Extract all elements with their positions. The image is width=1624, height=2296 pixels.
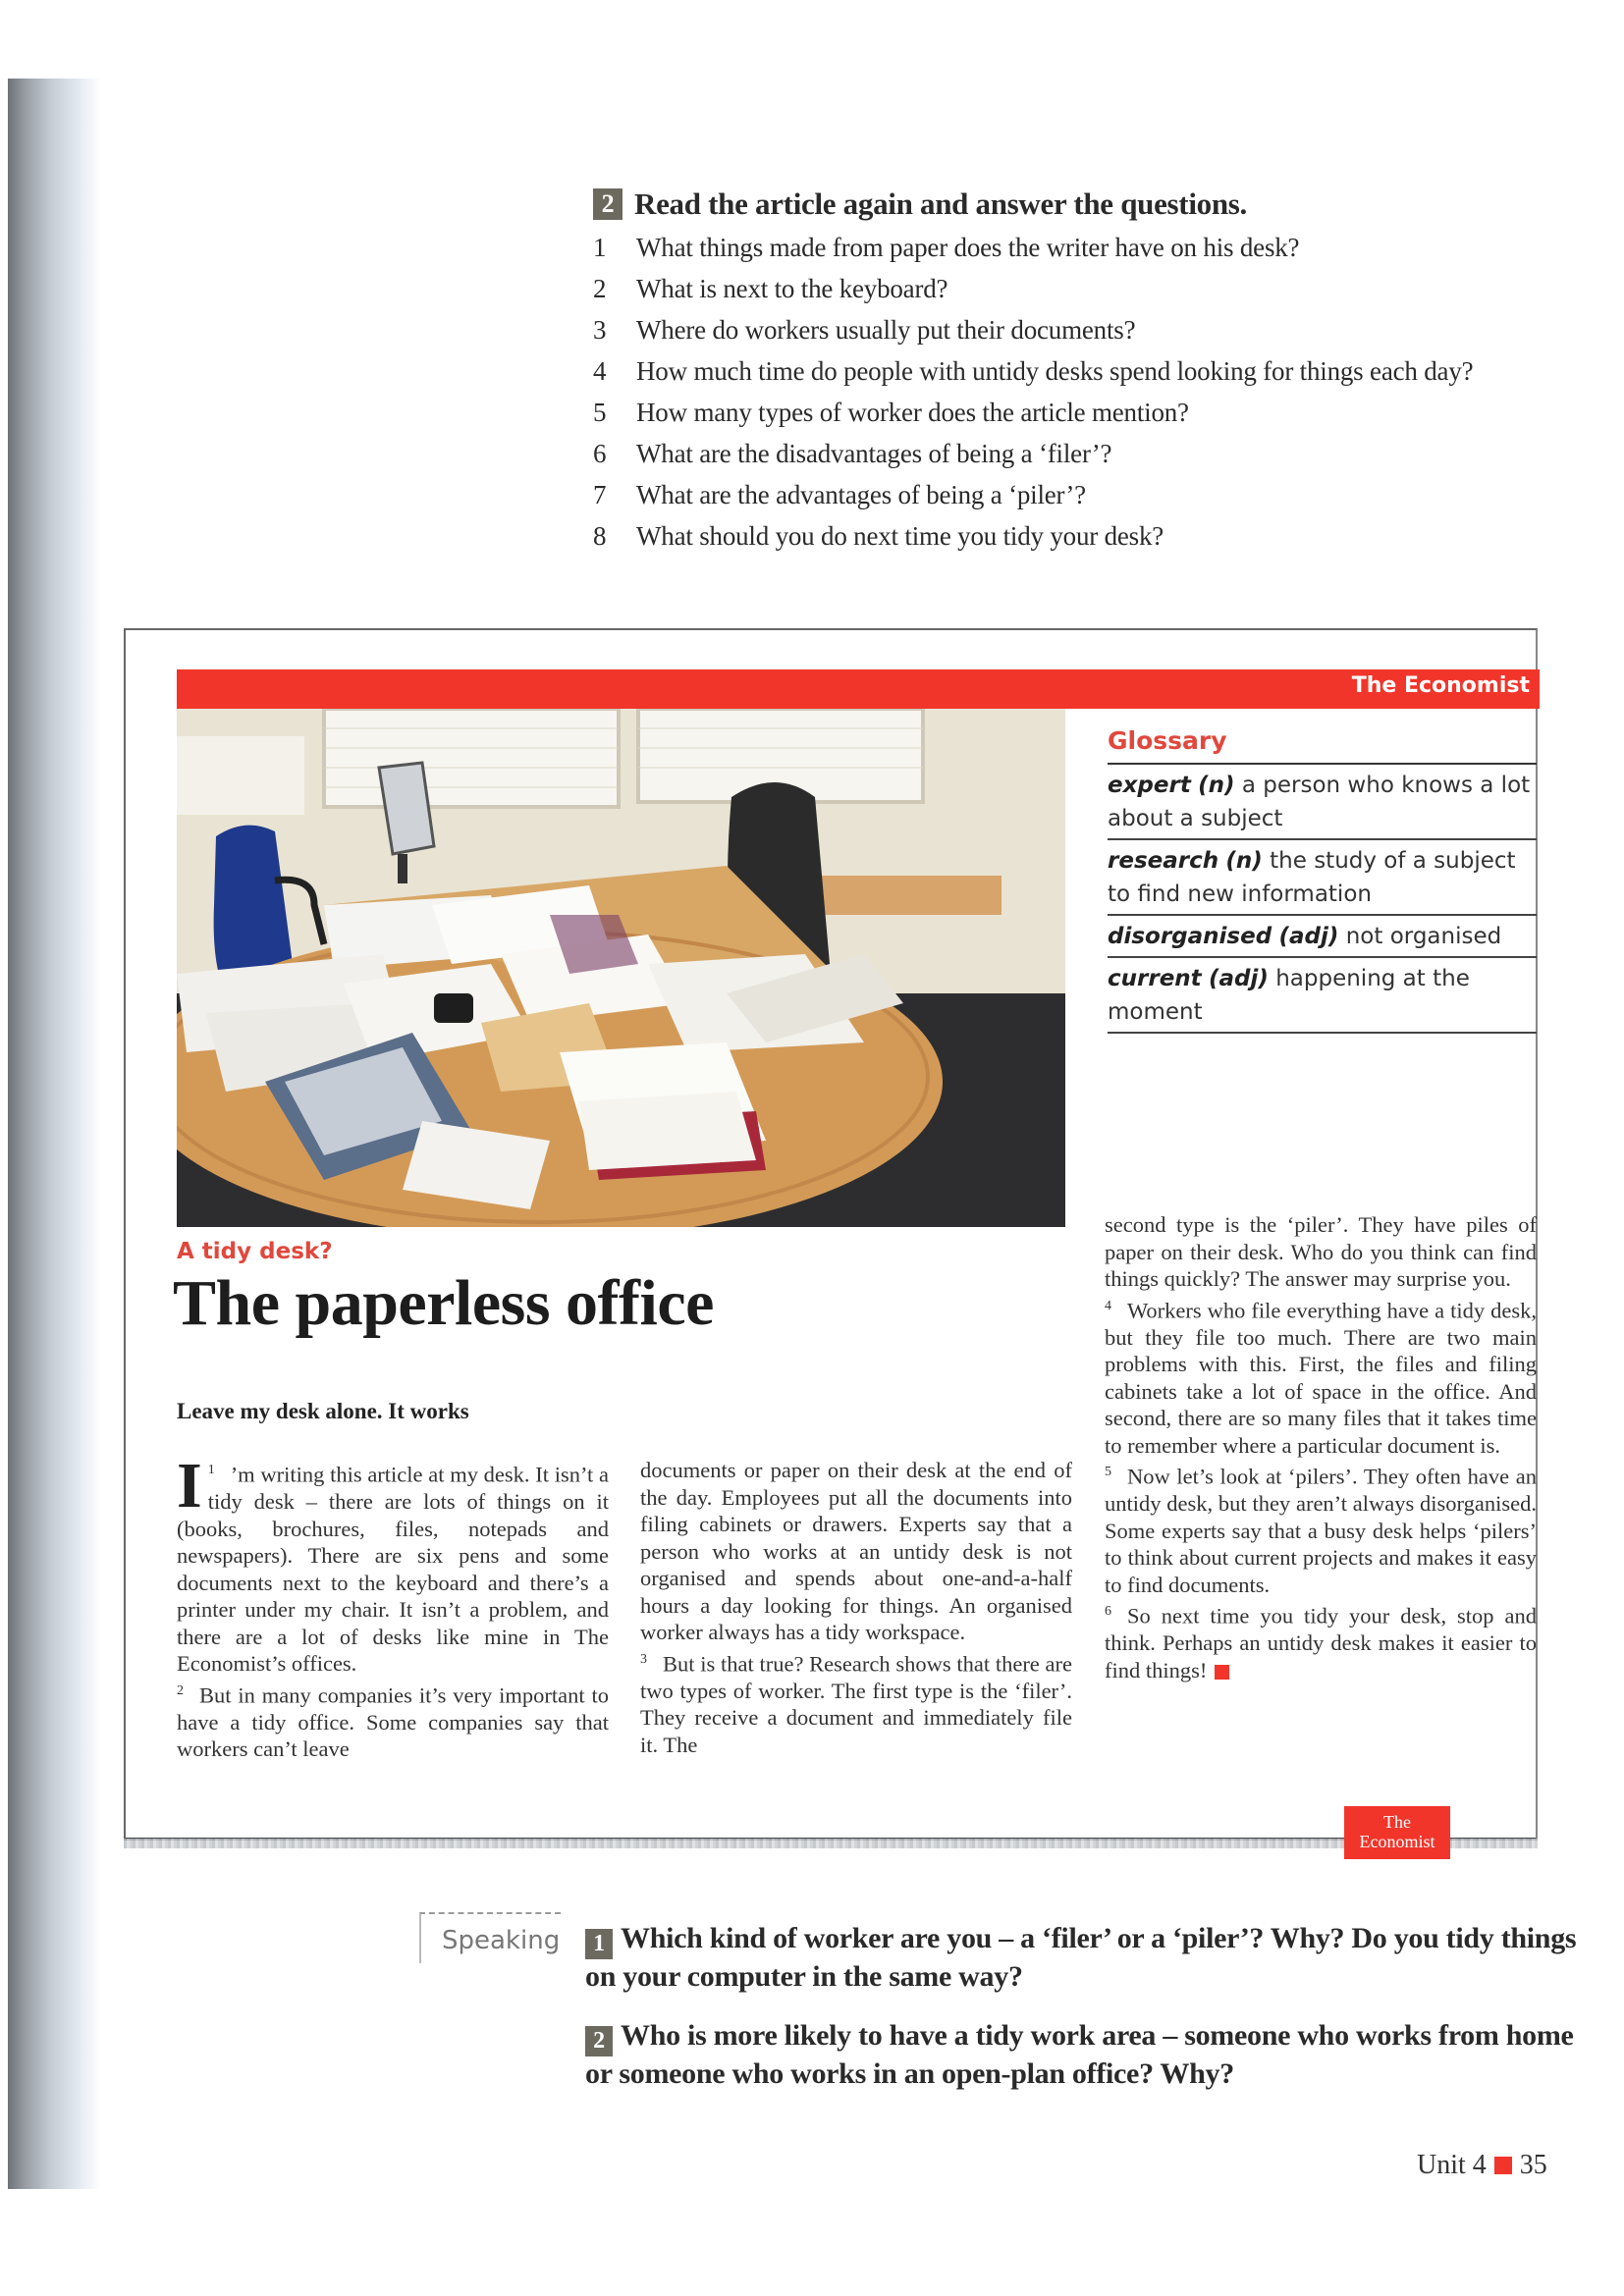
window-center [324,709,619,807]
question-item [593,230,1536,265]
article-headline: The paperless office [173,1267,714,1339]
paragraph-text: Now let’s look at ‘pilers’. They often have an untidy desk, but they aren’t always disorganised. Some experts say that a busy desk helps ‘pilers’ to think about current projects and makes it easy to find documents. [1105,1464,1537,1597]
exercise-number-badge: 2 [593,188,623,220]
glossary-definition: a person who knows a lot about a subject [1108,773,1531,831]
side-desk [805,876,1001,915]
question-number: 5 [593,398,607,427]
paragraph-text: ’m writing this article at my desk. It isn’t a tidy desk – there are lots of things on it (books, brochures, files, notepads and newspapers). There are six pens and some documents next to the keyboard and there’s a printer under my chair. It isn’t a problem, and there are a lot of desks like mine in The Economist’s offices. [177,1462,609,1676]
glossary [1108,726,1537,1034]
glossary-entry [1108,765,1537,840]
paragraph-number: 4 [1105,1298,1111,1313]
question-text: How much time do people with untidy desks spend looking for things each day? [636,356,1474,386]
paragraph-text: So next time you tidy your desk, stop and think. Perhaps an untidy desk makes it easier to find things! [1105,1603,1537,1682]
article-header-bar [177,669,1540,709]
task-number-badge: 2 [585,2026,613,2056]
book-spine-shadow [8,79,101,2189]
paragraph-number: 2 [177,1682,184,1698]
paragraph-2-continued [640,1457,1072,1646]
logo-line-2: Economist [1359,1832,1435,1851]
speaking-task-1 [585,1921,1577,1995]
glossary-title: Glossary [1108,726,1537,765]
speaking-label: Speaking [442,1926,561,1955]
desk-illustration [177,709,1065,1227]
question-item [593,477,1536,512]
question-number: 7 [593,480,607,509]
question-text: What are the advantages of being a ‘piler’? [636,480,1086,509]
glossary-definition: happening at the moment [1108,966,1470,1025]
page-number: 35 [1519,2150,1547,2180]
paragraph-5 [1105,1459,1537,1598]
question-number: 4 [593,356,607,386]
exercise-2-instruction: Read the article again and answer the questions. [634,187,1247,221]
question-list [593,230,1536,554]
exercise-2-title [593,187,1536,222]
glossary-pos: (n) [1198,773,1235,798]
question-number: 8 [593,521,607,551]
question-item [593,395,1536,430]
glossary-entry [1108,958,1537,1034]
paragraph-text: But in many companies it’s very important to have a tidy office. Some companies say that workers can’t leave [177,1682,609,1761]
window-left [177,736,304,815]
end-of-article-mark [1215,1665,1229,1680]
paragraph-6 [1105,1598,1537,1683]
paragraph-3 [640,1646,1072,1759]
glossary-pos: (adj) [1278,924,1339,949]
article-column-1 [177,1450,609,1763]
article-box-shadow [124,1839,1538,1848]
speaking-task-2 [585,2018,1577,2092]
question-text: What things made from paper does the writer have on his desk? [636,233,1300,262]
speaking-task-text: Who is more likely to have a tidy work area – someone who works from home or someone who works in an open-plan office? Why? [585,2019,1574,2090]
economist-logo [1344,1806,1450,1859]
question-number: 1 [593,233,607,262]
paragraph-text: Workers who file everything have a tidy desk, but they file too much. There are two main problems with this. First, the files and filing cabinets take a lot of space in the office. And second, there are so many files that it takes time to remember where a particular document is. [1105,1298,1537,1458]
paragraph-number: 6 [1105,1604,1111,1619]
speaking-task-text: Which kind of worker are you – a ‘filer’ or a ‘piler’? Why? Do you tidy things on your computer in the same way? [585,1922,1577,1993]
article-column-2 [640,1457,1072,1758]
question-item [593,436,1536,471]
glossary-pos: (n) [1225,848,1263,874]
paragraph-text: second type is the ‘piler’. They have piles of paper on their desk. Who do you think can find things quickly? The answer may surprise you. [1105,1212,1537,1291]
paragraph-2 [177,1678,609,1763]
paragraph-text: But is that true? Research shows that there are two types of worker. The first type is the ‘filer’. They receive a document and immediately file it. The [640,1651,1072,1757]
drop-cap: I [177,1450,202,1522]
question-text: Where do workers usually put their documents? [636,315,1136,345]
article-kicker: A tidy desk? [177,1239,333,1264]
glossary-term: disorganised [1108,924,1272,949]
article-column-3 [1105,1211,1537,1683]
question-item [593,312,1536,347]
glossary-term: research [1108,848,1219,874]
question-number: 2 [593,274,607,303]
footer-square-icon [1494,2157,1512,2174]
question-number: 3 [593,315,607,345]
glossary-term: expert [1108,773,1191,798]
exercise-2 [593,187,1536,560]
paragraph-number: 3 [640,1651,647,1667]
glossary-definition: the study of a subject to find new information [1108,848,1516,907]
glossary-term: current [1108,966,1202,991]
paragraph-text: documents or paper on their desk at the end of the day. Employees put all the documents into filing cabinets or drawers. Experts say that a person who works at an untidy desk is not organised and spends about one-and-a-half hours a day looking for things. An organised worker always has a tidy workspace. [640,1458,1072,1644]
question-number: 6 [593,439,607,468]
paragraph-number: 1 [207,1463,215,1477]
question-text: What should you do next time you tidy your desk? [636,521,1164,551]
glossary-entry [1108,916,1537,958]
task-number-badge: 1 [585,1929,613,1959]
unit-label: Unit 4 [1417,2150,1487,2180]
stapler [434,993,473,1023]
glossary-definition: not organised [1345,924,1502,949]
article-standfirst: Leave my desk alone. It works [177,1399,469,1423]
question-text: What are the disadvantages of being a ‘filer’? [636,439,1112,468]
paragraph-3-continued [1105,1211,1537,1293]
question-text: How many types of worker does the article mention? [636,398,1189,427]
paragraph-4 [1105,1293,1537,1460]
glossary-pos: (adj) [1208,966,1269,991]
question-item [593,353,1536,389]
source-label: The Economist [1351,673,1530,698]
page-footer [1417,2150,1547,2181]
question-text: What is next to the keyboard? [636,274,948,303]
question-item [593,271,1536,306]
paragraph-1 [177,1450,609,1678]
question-item [593,518,1536,554]
glossary-entry [1108,840,1537,916]
logo-line-1: The [1383,1812,1411,1832]
untidy-desk-photo [177,709,1065,1227]
paragraph-number: 5 [1105,1465,1111,1479]
